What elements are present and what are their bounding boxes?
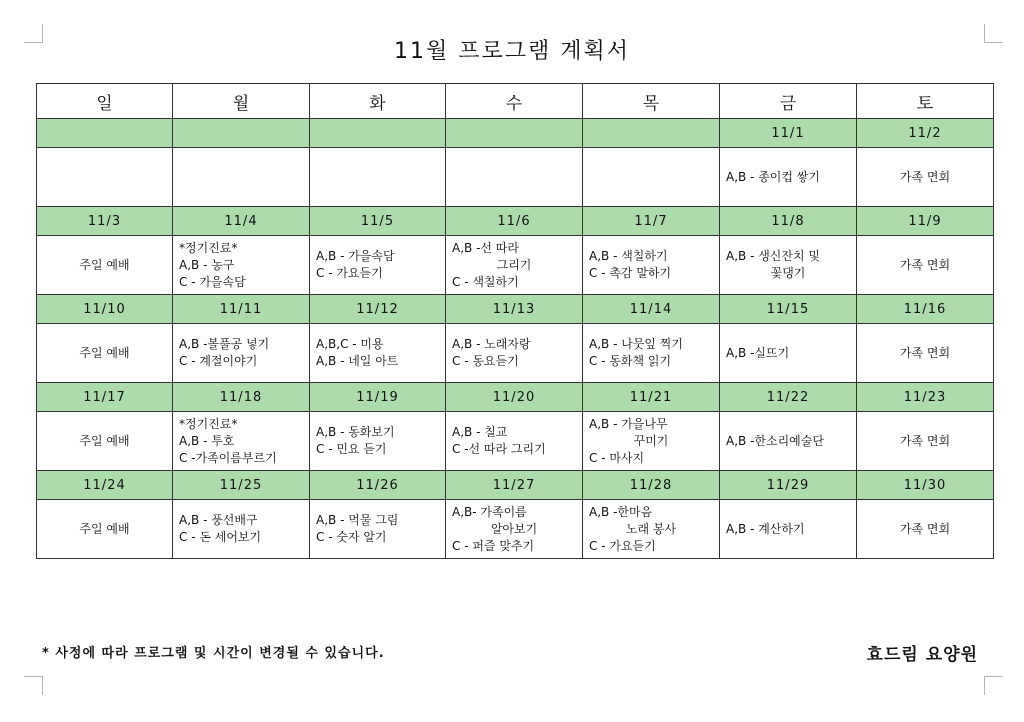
date-cell: 11/8 <box>720 207 857 236</box>
date-cell: 11/23 <box>857 383 994 412</box>
event-cell <box>173 148 310 207</box>
event-line: C - 가을속담 <box>179 274 246 289</box>
event-line: A,B - 먹물 그림 <box>316 513 399 527</box>
event-cell <box>446 236 583 295</box>
event-line: 노래 봉사 <box>625 521 677 536</box>
date-cell: 11/1 <box>720 119 857 148</box>
date-cell: 11/20 <box>446 383 583 412</box>
page-corner-mark <box>24 676 43 695</box>
event-line: 그리기 <box>496 257 532 272</box>
event-line: C - 동요듣기 <box>452 354 519 368</box>
event-line: 주일 예배 <box>79 345 130 360</box>
date-cell: 11/26 <box>310 471 446 500</box>
date-cell: 11/25 <box>173 471 310 500</box>
date-cell <box>173 119 310 148</box>
date-cell: 11/9 <box>857 207 994 236</box>
program-calendar-table <box>36 83 994 559</box>
event-line: A,B- 가족이름 <box>452 504 527 519</box>
date-cell: 11/16 <box>857 295 994 324</box>
date-row <box>37 383 994 412</box>
event-line: A,B - 나뭇잎 찍기 <box>589 337 683 351</box>
event-line: C - 민요 듣기 <box>316 442 387 456</box>
event-line: C - 계절이야기 <box>179 354 258 368</box>
event-cell <box>446 500 583 559</box>
event-cell <box>720 500 857 559</box>
event-cell <box>310 500 446 559</box>
event-cell <box>173 500 310 559</box>
date-cell: 11/29 <box>720 471 857 500</box>
event-line: 꽃댕기 <box>770 266 806 280</box>
date-cell: 11/18 <box>173 383 310 412</box>
event-cell <box>310 324 446 383</box>
event-line: C -선 따라 그리기 <box>452 442 546 456</box>
event-line: A,B - 종이컵 쌓기 <box>726 169 820 184</box>
event-cell <box>173 236 310 295</box>
date-cell: 11/3 <box>37 207 173 236</box>
event-cell <box>583 148 720 207</box>
event-line: *정기진료* <box>179 240 238 255</box>
page-title: 11월 프로그램 계획서 <box>394 39 630 64</box>
page-corner-mark <box>984 676 1003 695</box>
event-line: A,B -한마음 <box>589 504 653 519</box>
date-cell: 11/28 <box>583 471 720 500</box>
event-line: A,B - 네일 아트 <box>316 354 399 368</box>
date-cell <box>583 119 720 148</box>
date-cell <box>310 119 446 148</box>
date-cell: 11/22 <box>720 383 857 412</box>
event-line: 가족 면회 <box>899 521 951 536</box>
event-row <box>37 500 994 559</box>
event-cell <box>583 412 720 471</box>
event-cell <box>310 412 446 471</box>
event-cell <box>857 148 994 207</box>
weekday-header: 금 <box>720 84 857 119</box>
date-cell: 11/30 <box>857 471 994 500</box>
event-line: A,B -볼풀공 넣기 <box>179 337 270 351</box>
event-line: A,B,C - 미용 <box>316 337 384 351</box>
date-cell <box>446 119 583 148</box>
event-cell <box>720 412 857 471</box>
event-line: A,B - 노래자랑 <box>452 337 531 351</box>
event-line: C - 마사지 <box>589 450 645 465</box>
date-cell: 11/11 <box>173 295 310 324</box>
event-row <box>37 236 994 295</box>
weekday-header: 월 <box>173 84 310 119</box>
date-cell: 11/7 <box>583 207 720 236</box>
event-cell <box>310 148 446 207</box>
date-cell: 11/12 <box>310 295 446 324</box>
event-line: C - 촉감 말하기 <box>589 266 672 280</box>
event-line: 주일 예배 <box>79 521 130 536</box>
weekday-header: 화 <box>310 84 446 119</box>
date-cell: 11/4 <box>173 207 310 236</box>
event-line: A,B - 색칠하기 <box>589 249 668 263</box>
event-cell <box>310 236 446 295</box>
event-line: C -가족이름부르기 <box>179 450 277 465</box>
date-row <box>37 119 994 148</box>
date-cell: 11/17 <box>37 383 173 412</box>
weekday-header: 일 <box>37 84 173 119</box>
event-line: 꾸미기 <box>633 433 669 448</box>
date-row <box>37 207 994 236</box>
date-cell: 11/24 <box>37 471 173 500</box>
event-line: A,B -한소리예술단 <box>726 433 824 448</box>
date-cell: 11/21 <box>583 383 720 412</box>
date-row <box>37 471 994 500</box>
event-cell <box>720 148 857 207</box>
event-cell <box>583 500 720 559</box>
date-cell: 11/27 <box>446 471 583 500</box>
event-line: A,B - 풍선배구 <box>179 513 258 527</box>
event-cell <box>720 324 857 383</box>
event-cell <box>857 324 994 383</box>
event-cell <box>37 148 173 207</box>
calendar-body <box>37 119 994 559</box>
event-line: A,B - 계산하기 <box>726 521 805 536</box>
event-line: *정기진료* <box>179 416 238 431</box>
event-line: C - 돈 세어보기 <box>179 530 262 544</box>
event-cell <box>37 324 173 383</box>
event-line: C - 동화책 읽기 <box>589 354 672 368</box>
event-line: C - 숫자 알기 <box>316 530 387 544</box>
event-line: A,B -실뜨기 <box>726 345 790 360</box>
weekday-header: 수 <box>446 84 583 119</box>
event-line: 알아보기 <box>490 521 538 536</box>
weekday-header: 토 <box>857 84 994 119</box>
event-cell <box>446 324 583 383</box>
event-cell <box>857 236 994 295</box>
weekday-header-row <box>37 84 994 119</box>
date-cell: 11/10 <box>37 295 173 324</box>
date-cell: 11/13 <box>446 295 583 324</box>
date-row <box>37 295 994 324</box>
date-cell: 11/14 <box>583 295 720 324</box>
event-cell <box>720 236 857 295</box>
event-cell <box>173 412 310 471</box>
date-cell: 11/2 <box>857 119 994 148</box>
event-line: C - 색칠하기 <box>452 274 519 289</box>
event-row <box>37 412 994 471</box>
date-cell: 11/19 <box>310 383 446 412</box>
event-row <box>37 324 994 383</box>
weekday-header: 목 <box>583 84 720 119</box>
event-cell <box>446 412 583 471</box>
event-cell <box>37 412 173 471</box>
event-cell <box>37 236 173 295</box>
event-row <box>37 148 994 207</box>
organization-name: 효드림 요양원 <box>866 645 978 665</box>
event-cell <box>173 324 310 383</box>
event-line: A,B - 가을속담 <box>316 249 395 263</box>
date-cell: 11/5 <box>310 207 446 236</box>
event-line: 주일 예배 <box>79 433 130 448</box>
event-cell <box>446 148 583 207</box>
event-cell <box>583 236 720 295</box>
event-line: C - 퍼즐 맞추기 <box>452 538 535 553</box>
event-line: 가족 면회 <box>899 257 951 272</box>
date-cell <box>37 119 173 148</box>
event-line: 가족 면회 <box>899 169 951 184</box>
event-line: 가족 면회 <box>899 345 951 360</box>
event-line: A,B - 농구 <box>179 257 235 272</box>
event-line: A,B - 투호 <box>179 433 235 448</box>
event-line: A,B - 칠교 <box>452 425 508 439</box>
event-line: A,B - 생신잔치 및 <box>726 249 820 263</box>
date-cell: 11/15 <box>720 295 857 324</box>
event-cell <box>583 324 720 383</box>
event-cell <box>857 412 994 471</box>
event-line: 가족 면회 <box>899 433 951 448</box>
date-cell: 11/6 <box>446 207 583 236</box>
event-line: C - 가요듣기 <box>316 266 383 280</box>
event-line: C - 가요듣기 <box>589 538 656 553</box>
event-cell <box>37 500 173 559</box>
footnote: * 사정에 따라 프로그램 및 시간이 변경될 수 있습니다. <box>42 646 385 661</box>
event-line: A,B - 가을나무 <box>589 416 668 431</box>
event-line: A,B -선 따라 <box>452 240 519 255</box>
event-line: 주일 예배 <box>79 257 130 272</box>
event-line: A,B - 동화보기 <box>316 425 395 439</box>
event-cell <box>857 500 994 559</box>
